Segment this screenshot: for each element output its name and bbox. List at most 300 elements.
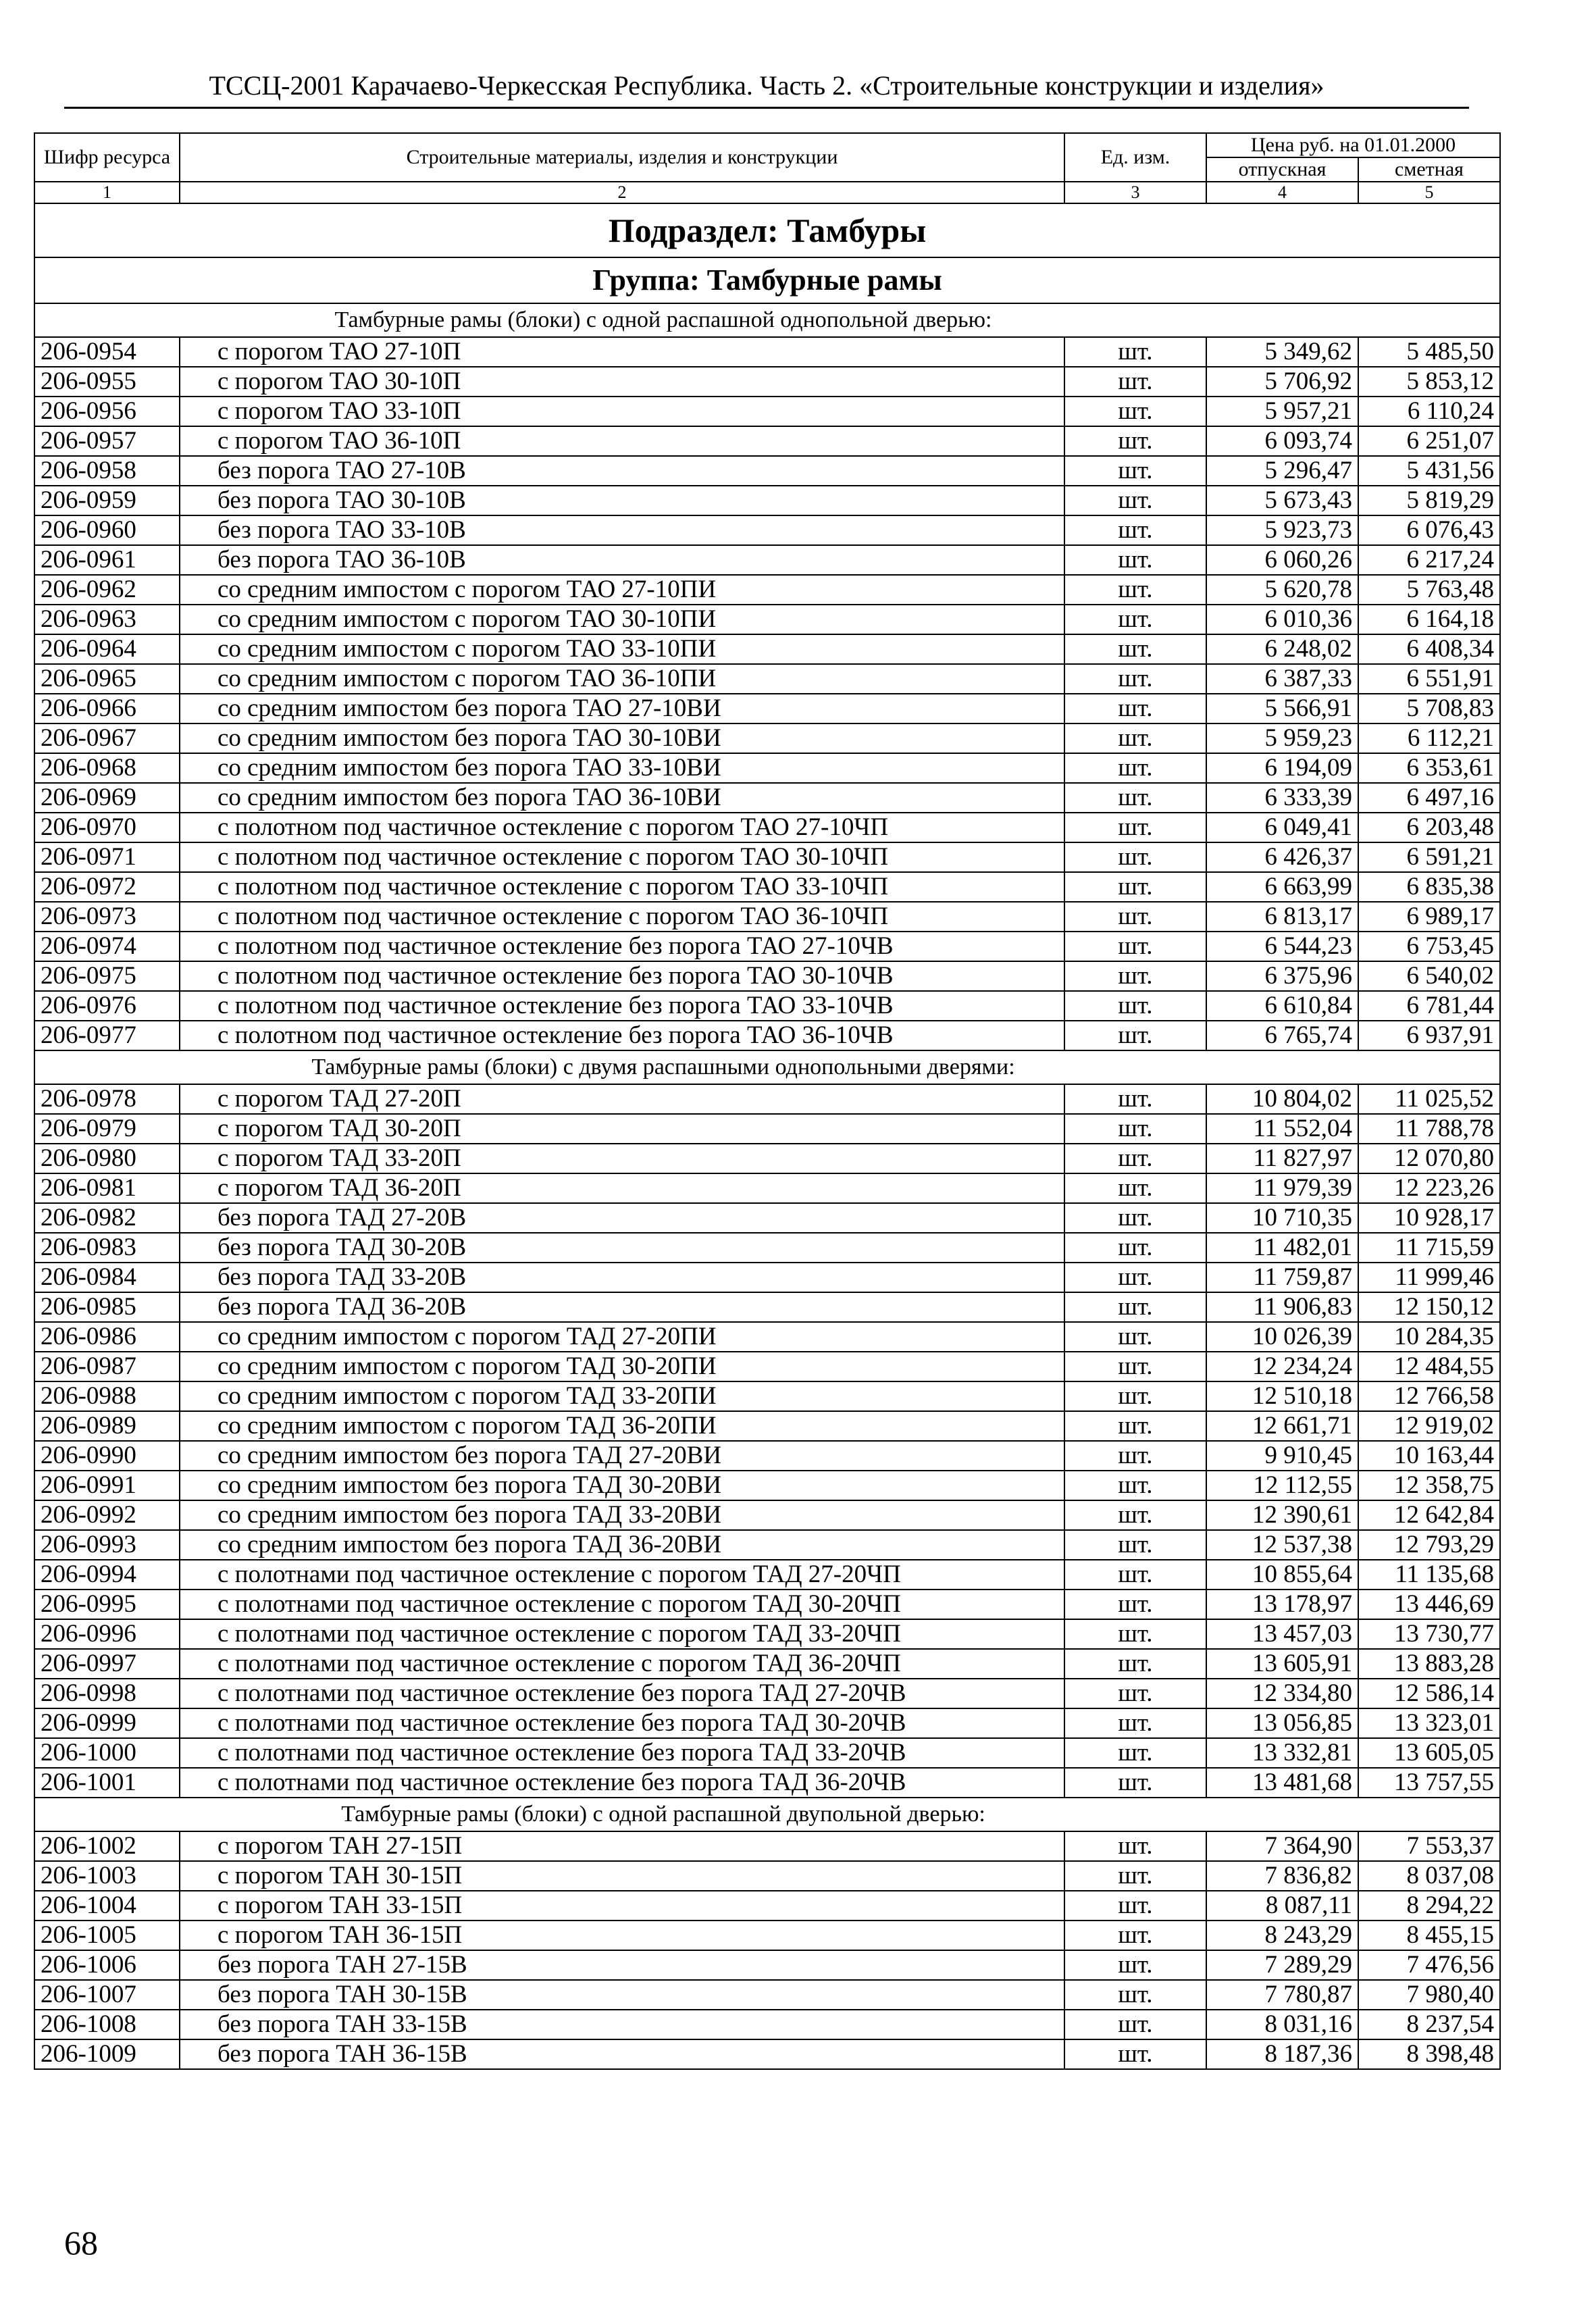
estimate-price: 11 135,68 xyxy=(1358,1560,1500,1590)
unit-cell: шт. xyxy=(1064,842,1206,872)
unit-cell: шт. xyxy=(1064,1831,1206,1861)
resource-code: 206-0964 xyxy=(34,634,180,664)
table-row xyxy=(34,1233,1500,1263)
resource-name: со средним импостом без порога ТАО 36-10ВИ xyxy=(180,783,1064,813)
resource-name: с полотном под частичное остекление с порогом ТАО 30-10ЧП xyxy=(180,842,1064,872)
resource-code: 206-1006 xyxy=(34,1950,180,1980)
table-row xyxy=(34,2010,1500,2039)
table-row xyxy=(34,1021,1500,1050)
table-row xyxy=(34,872,1500,902)
estimate-price: 6 540,02 xyxy=(1358,961,1500,991)
subsection-row xyxy=(34,203,1500,257)
estimate-price: 12 223,26 xyxy=(1358,1173,1500,1203)
unit-cell: шт. xyxy=(1064,961,1206,991)
unit-cell: шт. xyxy=(1064,1619,1206,1649)
resource-code: 206-0976 xyxy=(34,991,180,1021)
estimate-price: 6 408,34 xyxy=(1358,634,1500,664)
group-title: Группа: Тамбурные рамы xyxy=(34,257,1500,303)
wholesale-price: 5 957,21 xyxy=(1206,397,1358,426)
resource-code: 206-0996 xyxy=(34,1619,180,1649)
unit-cell: шт. xyxy=(1064,1861,1206,1891)
estimate-price: 8 037,08 xyxy=(1358,1861,1500,1891)
resource-name: с полотном под частичное остекление с порогом ТАО 33-10ЧП xyxy=(180,872,1064,902)
resource-name: со средним импостом с порогом ТАД 33-20ПИ xyxy=(180,1381,1064,1411)
unit-cell: шт. xyxy=(1064,1708,1206,1738)
resource-name: с полотнами под частичное остекление без порога ТАД 27-20ЧВ xyxy=(180,1679,1064,1708)
resource-name: с полотнами под частичное остекление с порогом ТАД 33-20ЧП xyxy=(180,1619,1064,1649)
column-number-1: 1 xyxy=(34,182,180,203)
subsection-title: Подраздел: Тамбуры xyxy=(34,203,1500,257)
wholesale-price: 11 759,87 xyxy=(1206,1263,1358,1292)
unit-cell: шт. xyxy=(1064,1233,1206,1263)
resource-code: 206-0967 xyxy=(34,723,180,753)
resource-name: без порога ТАН 36-15В xyxy=(180,2039,1064,2069)
wholesale-price: 8 187,36 xyxy=(1206,2039,1358,2069)
unit-cell: шт. xyxy=(1064,545,1206,575)
wholesale-price: 10 026,39 xyxy=(1206,1322,1358,1352)
table-row xyxy=(34,1679,1500,1708)
unit-cell: шт. xyxy=(1064,1381,1206,1411)
unit-cell: шт. xyxy=(1064,694,1206,723)
unit-cell: шт. xyxy=(1064,1114,1206,1144)
resource-name: с полотном под частичное остекление без порога ТАО 27-10ЧВ xyxy=(180,932,1064,961)
resource-name: без порога ТАД 36-20В xyxy=(180,1292,1064,1322)
estimate-price: 5 431,56 xyxy=(1358,456,1500,486)
header-wholesale: отпускная xyxy=(1206,157,1358,182)
estimate-price: 5 763,48 xyxy=(1358,575,1500,605)
estimate-price: 8 398,48 xyxy=(1358,2039,1500,2069)
estimate-price: 5 853,12 xyxy=(1358,367,1500,397)
table-row xyxy=(34,1738,1500,1768)
wholesale-price: 8 243,29 xyxy=(1206,1921,1358,1950)
resource-name: без порога ТАО 36-10В xyxy=(180,545,1064,575)
table-row xyxy=(34,1084,1500,1114)
table-row xyxy=(34,991,1500,1021)
group-subtitle: Тамбурные рамы (блоки) с двумя распашными однопольными дверями: xyxy=(311,1054,1015,1079)
resource-code: 206-0980 xyxy=(34,1144,180,1173)
unit-cell: шт. xyxy=(1064,932,1206,961)
column-number-4: 4 xyxy=(1206,182,1358,203)
wholesale-price: 6 765,74 xyxy=(1206,1021,1358,1050)
estimate-price: 11 025,52 xyxy=(1358,1084,1500,1114)
table-row xyxy=(34,932,1500,961)
resource-name: с полотном под частичное остекление с порогом ТАО 36-10ЧП xyxy=(180,902,1064,932)
unit-cell: шт. xyxy=(1064,1500,1206,1530)
resource-code: 206-1004 xyxy=(34,1891,180,1921)
estimate-price: 13 883,28 xyxy=(1358,1649,1500,1679)
wholesale-price: 12 112,55 xyxy=(1206,1471,1358,1500)
estimate-price: 7 980,40 xyxy=(1358,1980,1500,2010)
unit-cell: шт. xyxy=(1064,337,1206,367)
unit-cell: шт. xyxy=(1064,1649,1206,1679)
wholesale-price: 7 289,29 xyxy=(1206,1950,1358,1980)
resource-code: 206-0968 xyxy=(34,753,180,783)
estimate-price: 11 999,46 xyxy=(1358,1263,1500,1292)
table-row xyxy=(34,694,1500,723)
header-unit: Ед. изм. xyxy=(1064,133,1206,182)
unit-cell: шт. xyxy=(1064,426,1206,456)
resource-code: 206-0973 xyxy=(34,902,180,932)
resource-name: с порогом ТАН 27-15П xyxy=(180,1831,1064,1861)
resource-code: 206-0978 xyxy=(34,1084,180,1114)
resource-code: 206-0966 xyxy=(34,694,180,723)
estimate-price: 13 446,69 xyxy=(1358,1590,1500,1619)
table-row xyxy=(34,634,1500,664)
estimate-price: 6 989,17 xyxy=(1358,902,1500,932)
unit-cell: шт. xyxy=(1064,456,1206,486)
resource-name: с полотнами под частичное остекление с порогом ТАД 30-20ЧП xyxy=(180,1590,1064,1619)
wholesale-price: 8 087,11 xyxy=(1206,1891,1358,1921)
wholesale-price: 13 481,68 xyxy=(1206,1768,1358,1798)
table-row xyxy=(34,456,1500,486)
wholesale-price: 6 049,41 xyxy=(1206,813,1358,842)
resource-name: со средним импостом с порогом ТАД 36-20ПИ xyxy=(180,1411,1064,1441)
estimate-price: 6 112,21 xyxy=(1358,723,1500,753)
estimate-price: 7 553,37 xyxy=(1358,1831,1500,1861)
wholesale-price: 6 333,39 xyxy=(1206,783,1358,813)
resource-code: 206-1008 xyxy=(34,2010,180,2039)
wholesale-price: 11 827,97 xyxy=(1206,1144,1358,1173)
estimate-price: 7 476,56 xyxy=(1358,1950,1500,1980)
wholesale-price: 13 332,81 xyxy=(1206,1738,1358,1768)
resource-code: 206-0957 xyxy=(34,426,180,456)
table-row xyxy=(34,961,1500,991)
wholesale-price: 10 855,64 xyxy=(1206,1560,1358,1590)
resource-code: 206-0998 xyxy=(34,1679,180,1708)
table-row xyxy=(34,575,1500,605)
resource-code: 206-0999 xyxy=(34,1708,180,1738)
resource-code: 206-0971 xyxy=(34,842,180,872)
resource-name: без порога ТАН 30-15В xyxy=(180,1980,1064,2010)
table-row xyxy=(34,1352,1500,1381)
estimate-price: 12 586,14 xyxy=(1358,1679,1500,1708)
resource-code: 206-1000 xyxy=(34,1738,180,1768)
unit-cell: шт. xyxy=(1064,397,1206,426)
resource-code: 206-0990 xyxy=(34,1441,180,1471)
wholesale-price: 6 663,99 xyxy=(1206,872,1358,902)
unit-cell: шт. xyxy=(1064,1352,1206,1381)
table-row xyxy=(34,753,1500,783)
unit-cell: шт. xyxy=(1064,515,1206,545)
wholesale-price: 6 248,02 xyxy=(1206,634,1358,664)
unit-cell: шт. xyxy=(1064,1950,1206,1980)
wholesale-price: 13 056,85 xyxy=(1206,1708,1358,1738)
group-subtitle-cell xyxy=(34,1798,1500,1831)
table-row xyxy=(34,1322,1500,1352)
wholesale-price: 5 620,78 xyxy=(1206,575,1358,605)
wholesale-price: 5 923,73 xyxy=(1206,515,1358,545)
wholesale-price: 13 457,03 xyxy=(1206,1619,1358,1649)
estimate-price: 12 793,29 xyxy=(1358,1530,1500,1560)
estimate-price: 12 484,55 xyxy=(1358,1352,1500,1381)
resource-name: без порога ТАО 33-10В xyxy=(180,515,1064,545)
wholesale-price: 9 910,45 xyxy=(1206,1441,1358,1471)
resource-name: со средним импостом с порогом ТАД 30-20ПИ xyxy=(180,1352,1064,1381)
wholesale-price: 5 349,62 xyxy=(1206,337,1358,367)
resource-name: со средним импостом без порога ТАД 36-20ВИ xyxy=(180,1530,1064,1560)
resource-code: 206-0984 xyxy=(34,1263,180,1292)
estimate-price: 5 819,29 xyxy=(1358,486,1500,515)
wholesale-price: 5 566,91 xyxy=(1206,694,1358,723)
wholesale-price: 6 426,37 xyxy=(1206,842,1358,872)
unit-cell: шт. xyxy=(1064,1560,1206,1590)
resource-name: со средним импостом с порогом ТАД 27-20ПИ xyxy=(180,1322,1064,1352)
table-row xyxy=(34,545,1500,575)
table-row xyxy=(34,1114,1500,1144)
resource-name: со средним импостом без порога ТАД 33-20ВИ xyxy=(180,1500,1064,1530)
estimate-price: 10 284,35 xyxy=(1358,1322,1500,1352)
wholesale-price: 10 710,35 xyxy=(1206,1203,1358,1233)
table-row xyxy=(34,337,1500,367)
wholesale-price: 7 364,90 xyxy=(1206,1831,1358,1861)
unit-cell: шт. xyxy=(1064,872,1206,902)
resource-name: с порогом ТАН 33-15П xyxy=(180,1891,1064,1921)
unit-cell: шт. xyxy=(1064,1411,1206,1441)
wholesale-price: 8 031,16 xyxy=(1206,2010,1358,2039)
column-number-5: 5 xyxy=(1358,182,1500,203)
resource-name: с порогом ТАД 27-20П xyxy=(180,1084,1064,1114)
table-row xyxy=(34,367,1500,397)
unit-cell: шт. xyxy=(1064,486,1206,515)
unit-cell: шт. xyxy=(1064,1292,1206,1322)
estimate-price: 12 358,75 xyxy=(1358,1471,1500,1500)
wholesale-price: 6 544,23 xyxy=(1206,932,1358,961)
resource-code: 206-0963 xyxy=(34,605,180,634)
wholesale-price: 11 906,83 xyxy=(1206,1292,1358,1322)
table-row xyxy=(34,813,1500,842)
resource-code: 206-1003 xyxy=(34,1861,180,1891)
table-row xyxy=(34,1590,1500,1619)
unit-cell: шт. xyxy=(1064,1203,1206,1233)
unit-cell: шт. xyxy=(1064,1144,1206,1173)
unit-cell: шт. xyxy=(1064,991,1206,1021)
estimate-price: 8 237,54 xyxy=(1358,2010,1500,2039)
estimate-price: 6 835,38 xyxy=(1358,872,1500,902)
table-row xyxy=(34,2039,1500,2069)
unit-cell: шт. xyxy=(1064,1738,1206,1768)
wholesale-price: 5 706,92 xyxy=(1206,367,1358,397)
resource-code: 206-0956 xyxy=(34,397,180,426)
resource-name: с полотнами под частичное остекление без порога ТАД 36-20ЧВ xyxy=(180,1768,1064,1798)
unit-cell: шт. xyxy=(1064,1263,1206,1292)
estimate-price: 6 251,07 xyxy=(1358,426,1500,456)
estimate-price: 6 781,44 xyxy=(1358,991,1500,1021)
group-title-row xyxy=(34,1798,1500,1831)
table-row xyxy=(34,1411,1500,1441)
resource-code: 206-0997 xyxy=(34,1649,180,1679)
unit-cell: шт. xyxy=(1064,575,1206,605)
resource-code: 206-0970 xyxy=(34,813,180,842)
unit-cell: шт. xyxy=(1064,1590,1206,1619)
resource-name: со средним импостом с порогом ТАО 30-10ПИ xyxy=(180,605,1064,634)
wholesale-price: 12 334,80 xyxy=(1206,1679,1358,1708)
table-row xyxy=(34,1921,1500,1950)
page-header: ТССЦ-2001 Карачаево-Черкесская Республика. Часть 2. «Строительные конструкции и изделия» xyxy=(209,70,1324,101)
group-subtitle: Тамбурные рамы (блоки) с одной распашной однопольной дверью: xyxy=(334,307,992,332)
table-row xyxy=(34,842,1500,872)
wholesale-price: 5 673,43 xyxy=(1206,486,1358,515)
resource-code: 206-0989 xyxy=(34,1411,180,1441)
estimate-price: 6 217,24 xyxy=(1358,545,1500,575)
wholesale-price: 5 959,23 xyxy=(1206,723,1358,753)
resource-name: с полотнами под частичное остекление без порога ТАД 33-20ЧВ xyxy=(180,1738,1064,1768)
wholesale-price: 12 390,61 xyxy=(1206,1500,1358,1530)
wholesale-price: 6 610,84 xyxy=(1206,991,1358,1021)
estimate-price: 6 164,18 xyxy=(1358,605,1500,634)
unit-cell: шт. xyxy=(1064,1891,1206,1921)
estimate-price: 13 605,05 xyxy=(1358,1738,1500,1768)
header-name: Строительные материалы, изделия и конструкции xyxy=(180,133,1064,182)
table-row xyxy=(34,1831,1500,1861)
table-row xyxy=(34,1980,1500,2010)
table-row xyxy=(34,1471,1500,1500)
resource-code: 206-0987 xyxy=(34,1352,180,1381)
estimate-price: 12 150,12 xyxy=(1358,1292,1500,1322)
table-row xyxy=(34,1619,1500,1649)
estimate-price: 12 070,80 xyxy=(1358,1144,1500,1173)
table-body xyxy=(34,203,1500,2069)
resource-name: со средним импостом с порогом ТАО 27-10ПИ xyxy=(180,575,1064,605)
wholesale-price: 6 010,36 xyxy=(1206,605,1358,634)
resource-code: 206-1001 xyxy=(34,1768,180,1798)
unit-cell: шт. xyxy=(1064,1679,1206,1708)
resource-name: с порогом ТАН 30-15П xyxy=(180,1861,1064,1891)
resource-code: 206-0955 xyxy=(34,367,180,397)
wholesale-price: 5 296,47 xyxy=(1206,456,1358,486)
table-row xyxy=(34,902,1500,932)
group-subtitle-cell xyxy=(34,303,1500,337)
wholesale-price: 11 552,04 xyxy=(1206,1114,1358,1144)
resource-code: 206-0958 xyxy=(34,456,180,486)
resource-code: 206-1009 xyxy=(34,2039,180,2069)
unit-cell: шт. xyxy=(1064,813,1206,842)
estimate-price: 10 163,44 xyxy=(1358,1441,1500,1471)
resource-code: 206-0960 xyxy=(34,515,180,545)
group-row xyxy=(34,257,1500,303)
unit-cell: шт. xyxy=(1064,1322,1206,1352)
resource-code: 206-0954 xyxy=(34,337,180,367)
resource-name: без порога ТАО 27-10В xyxy=(180,456,1064,486)
resource-code: 206-0974 xyxy=(34,932,180,961)
unit-cell: шт. xyxy=(1064,1021,1206,1050)
resource-code: 206-0977 xyxy=(34,1021,180,1050)
resource-name: с полотном под частичное остекление без порога ТАО 36-10ЧВ xyxy=(180,1021,1064,1050)
resource-name: со средним импостом без порога ТАО 33-10ВИ xyxy=(180,753,1064,783)
resource-name: со средним импостом без порога ТАД 27-20ВИ xyxy=(180,1441,1064,1471)
group-title-row xyxy=(34,1050,1500,1084)
resource-name: с порогом ТАД 36-20П xyxy=(180,1173,1064,1203)
wholesale-price: 11 482,01 xyxy=(1206,1233,1358,1263)
table-row xyxy=(34,1500,1500,1530)
unit-cell: шт. xyxy=(1064,2039,1206,2069)
table-header-row xyxy=(34,133,1500,157)
estimate-price: 5 708,83 xyxy=(1358,694,1500,723)
resource-name: без порога ТАН 27-15В xyxy=(180,1950,1064,1980)
estimate-price: 8 294,22 xyxy=(1358,1891,1500,1921)
resource-name: со средним импостом с порогом ТАО 33-10ПИ xyxy=(180,634,1064,664)
resource-code: 206-0959 xyxy=(34,486,180,515)
estimate-price: 12 766,58 xyxy=(1358,1381,1500,1411)
estimate-price: 5 485,50 xyxy=(1358,337,1500,367)
table-row xyxy=(34,1203,1500,1233)
estimate-price: 6 497,16 xyxy=(1358,783,1500,813)
header-code: Шифр ресурса xyxy=(34,133,180,182)
unit-cell: шт. xyxy=(1064,753,1206,783)
estimate-price: 6 076,43 xyxy=(1358,515,1500,545)
table-row xyxy=(34,486,1500,515)
resource-code: 206-0961 xyxy=(34,545,180,575)
table-row xyxy=(34,664,1500,694)
unit-cell: шт. xyxy=(1064,605,1206,634)
estimate-price: 6 937,91 xyxy=(1358,1021,1500,1050)
estimate-price: 6 551,91 xyxy=(1358,664,1500,694)
header-estimate: сметная xyxy=(1358,157,1500,182)
unit-cell: шт. xyxy=(1064,1921,1206,1950)
group-subtitle: Тамбурные рамы (блоки) с одной распашной двупольной дверью: xyxy=(341,1802,985,1827)
column-number-row xyxy=(34,182,1500,203)
group-subtitle-cell xyxy=(34,1050,1500,1084)
wholesale-price: 12 510,18 xyxy=(1206,1381,1358,1411)
resource-code: 206-0993 xyxy=(34,1530,180,1560)
wholesale-price: 7 836,82 xyxy=(1206,1861,1358,1891)
resource-name: со средним импостом без порога ТАО 27-10ВИ xyxy=(180,694,1064,723)
wholesale-price: 12 661,71 xyxy=(1206,1411,1358,1441)
header-price: Цена руб. на 01.01.2000 xyxy=(1206,133,1500,157)
resource-code: 206-0981 xyxy=(34,1173,180,1203)
unit-cell: шт. xyxy=(1064,664,1206,694)
resource-name: с полотнами под частичное остекление без порога ТАД 30-20ЧВ xyxy=(180,1708,1064,1738)
price-table xyxy=(34,132,1501,2070)
table-row xyxy=(34,1950,1500,1980)
resource-code: 206-1002 xyxy=(34,1831,180,1861)
table-row xyxy=(34,1560,1500,1590)
wholesale-price: 10 804,02 xyxy=(1206,1084,1358,1114)
estimate-price: 6 110,24 xyxy=(1358,397,1500,426)
unit-cell: шт. xyxy=(1064,783,1206,813)
resource-name: со средним импостом с порогом ТАО 36-10ПИ xyxy=(180,664,1064,694)
wholesale-price: 13 605,91 xyxy=(1206,1649,1358,1679)
resource-code: 206-0994 xyxy=(34,1560,180,1590)
wholesale-price: 6 813,17 xyxy=(1206,902,1358,932)
resource-name: без порога ТАН 33-15В xyxy=(180,2010,1064,2039)
wholesale-price: 7 780,87 xyxy=(1206,1980,1358,2010)
wholesale-price: 13 178,97 xyxy=(1206,1590,1358,1619)
table-row xyxy=(34,1861,1500,1891)
estimate-price: 12 919,02 xyxy=(1358,1411,1500,1441)
table-row xyxy=(34,1292,1500,1322)
resource-code: 206-1005 xyxy=(34,1921,180,1950)
resource-code: 206-0988 xyxy=(34,1381,180,1411)
table-row xyxy=(34,723,1500,753)
table-row xyxy=(34,1708,1500,1738)
resource-code: 206-0995 xyxy=(34,1590,180,1619)
wholesale-price: 12 234,24 xyxy=(1206,1352,1358,1381)
resource-name: без порога ТАД 33-20В xyxy=(180,1263,1064,1292)
resource-code: 206-0979 xyxy=(34,1114,180,1144)
resource-code: 206-0985 xyxy=(34,1292,180,1322)
header-rule xyxy=(64,107,1469,109)
table-row xyxy=(34,426,1500,456)
wholesale-price: 6 194,09 xyxy=(1206,753,1358,783)
estimate-price: 8 455,15 xyxy=(1358,1921,1500,1950)
resource-name: с порогом ТАД 30-20П xyxy=(180,1114,1064,1144)
table-row xyxy=(34,605,1500,634)
resource-code: 206-0982 xyxy=(34,1203,180,1233)
resource-code: 206-0969 xyxy=(34,783,180,813)
resource-code: 206-0962 xyxy=(34,575,180,605)
resource-name: без порога ТАД 30-20В xyxy=(180,1233,1064,1263)
resource-name: без порога ТАД 27-20В xyxy=(180,1203,1064,1233)
